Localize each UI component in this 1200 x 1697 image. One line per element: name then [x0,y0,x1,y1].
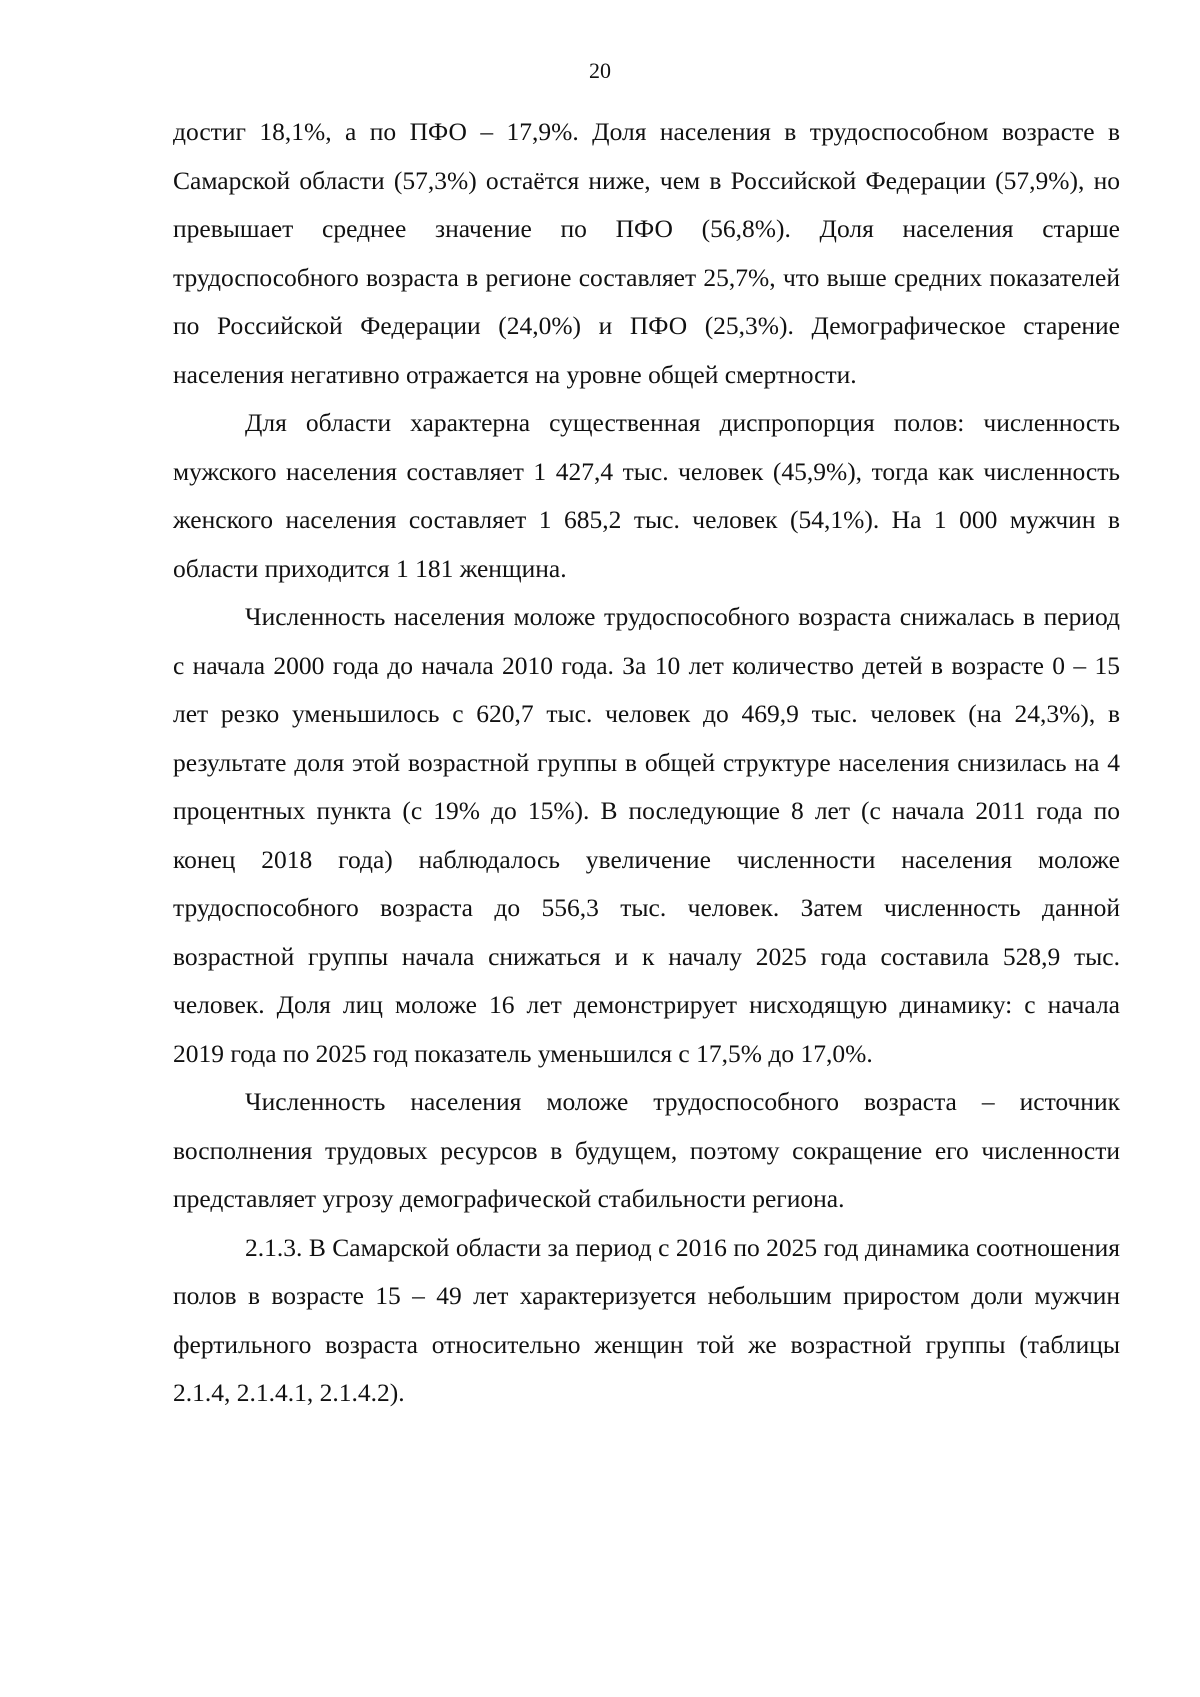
paragraph-section-2-1-3: 2.1.3. В Самарской области за период с 2016 по 2025 год динамика соотношения полов в возрасте 15 – 49 лет характеризуется небольшим приростом доли мужчин фертильного возраста относительно женщин той же возрастной группы (таблицы 2.1.4, 2.1.4.1, 2.1.4.2). [173,1232,1120,1407]
paragraph-young-population-dynamics: Численность населения моложе трудоспособного возраста снижалась в период с начала 2000 года до начала 2010 года. За 10 лет количество детей в возрасте 0 – 15 лет резко уменьшилось с 620,7 тыс. человек до 469,9 тыс. человек (на 24,3%), в результате доля этой возрастной группы в общей структуре населения снизилась на 4 процентных пункта (с 19% до 15%). В последующие 8 лет (с начала 2011 года по конец 2018 года) наблюдалось увеличение численности населения моложе трудоспособного возраста до 556,3 тыс. человек. Затем численность данной возрастной группы начала снижаться и к началу 2025 года составила 528,9 тыс. человек. Доля лиц моложе 16 лет демонстрирует нисходящую динамику: с начала 2019 года по 2025 год показатель уменьшился с 17,5% до 17,0%. [173,602,1120,1068]
page-number: 20 [589,58,611,83]
document-body [173,108,1120,1418]
paragraph-sex-disproportion: Для области характерна существенная диспропорция полов: численность мужского населения составляет 1 427,4 тыс. человек (45,9%), тогда как численность женского населения составляет 1 685,2 тыс. человек (54,1%). На 1 000 мужчин в области приходится 1 181 женщина. [173,408,1120,583]
paragraph-labor-resources: Численность населения моложе трудоспособного возраста – источник восполнения трудовых ресурсов в будущем, поэтому сокращение его численности представляет угрозу демографической стабильности региона. [173,1087,1120,1213]
paragraph-continuation: достиг 18,1%, а по ПФО – 17,9%. Доля населения в трудоспособном возрасте в Самарской области (57,3%) остаётся ниже, чем в Российской Федерации (57,9%), но превышает среднее значение по ПФО (56,8%). Доля населения старше трудоспособного возраста в регионе составляет 25,7%, что выше средних показателей по Российской Федерации (24,0%) и ПФО (25,3%). Демографическое старение населения негативно отражается на уровне общей смертности. [173,117,1120,389]
